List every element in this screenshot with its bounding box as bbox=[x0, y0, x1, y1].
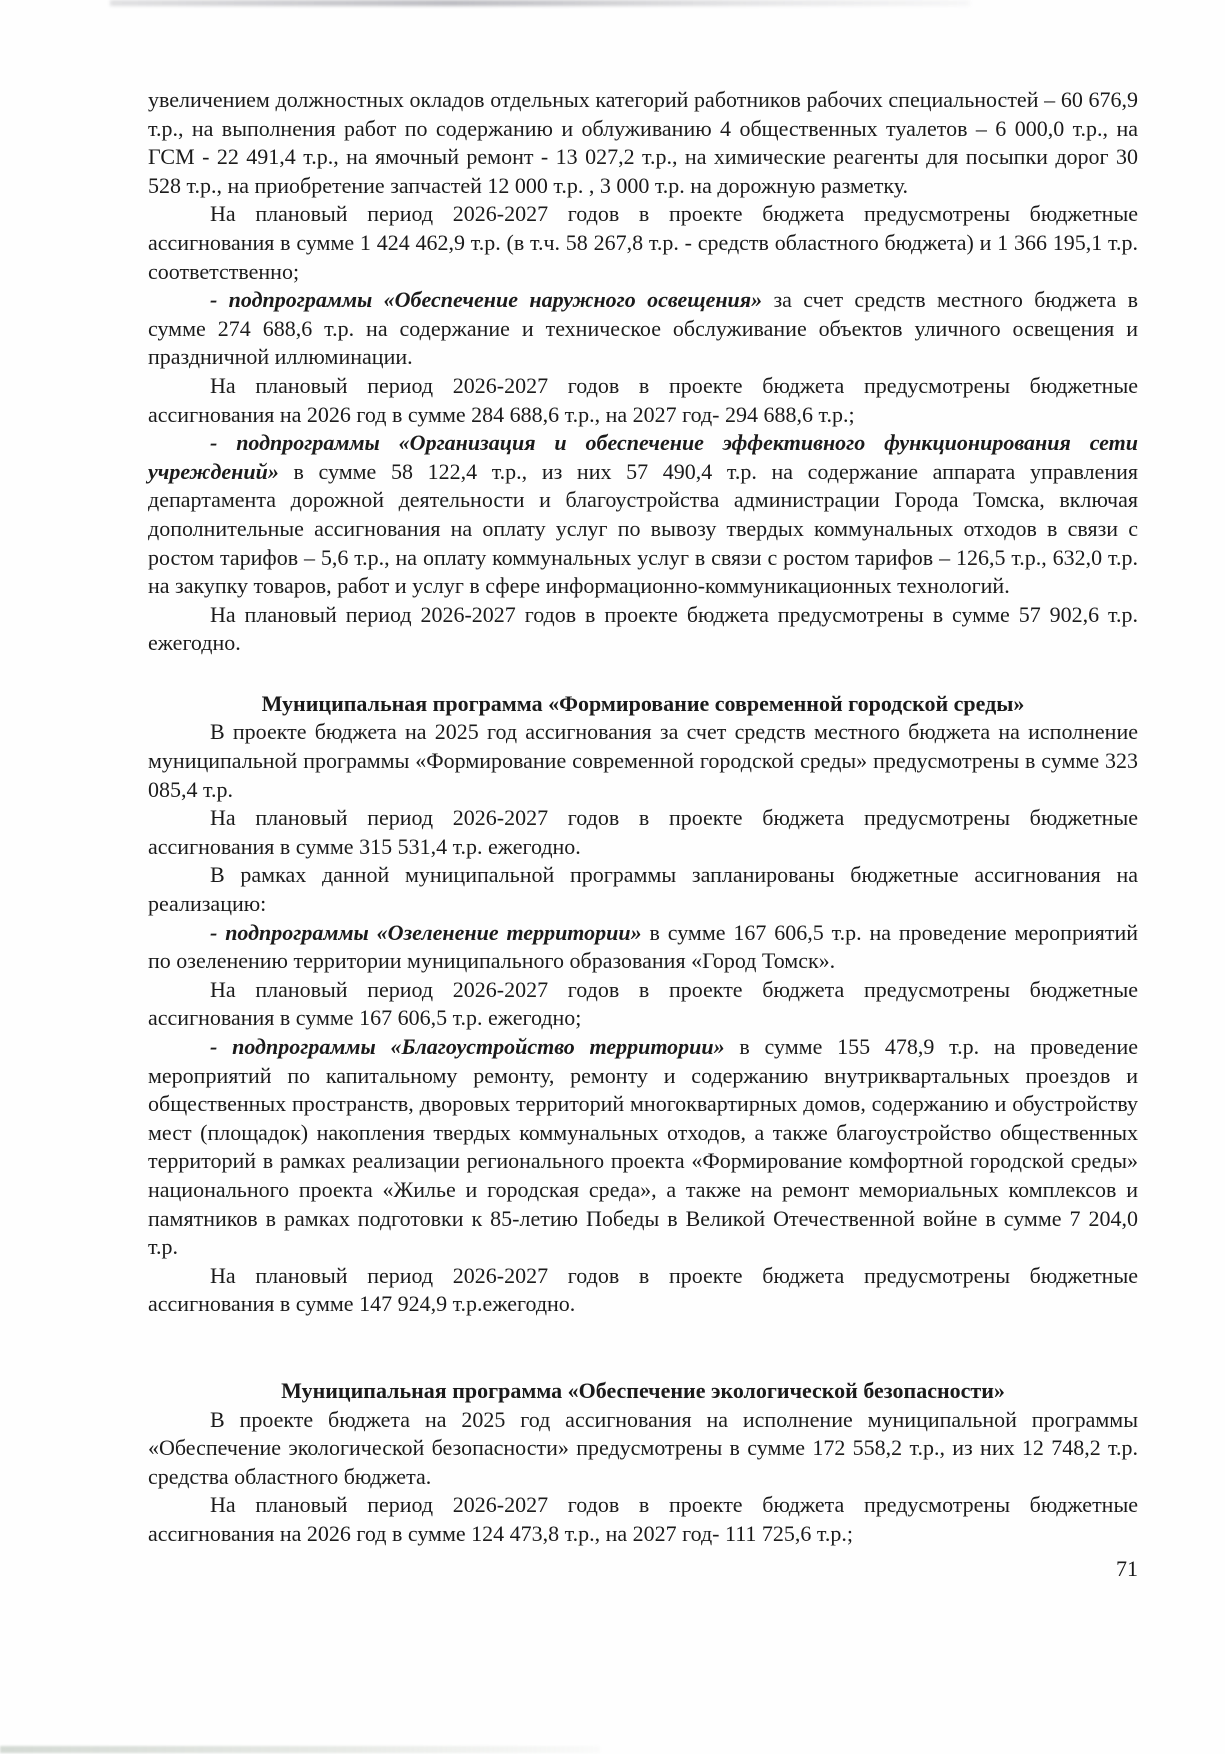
paragraph-planned-period-improvement: На плановый период 2026-2027 годов в проекте бюджета предусмотрены бюджетные ассигнования в сумме 147 924,9 т.р.ежегодно. bbox=[148, 1262, 1138, 1317]
scan-artifact-top bbox=[110, 0, 970, 6]
paragraph-text: в сумме 155 478,9 т.р. на проведение мероприятий по капитальному ремонту, ремонту и содержанию внутриквартальных проездов и общественных пространств, дворовых территорий многоквартирных домов, содержанию и обустройству мест (площадок) накопления твердых коммунальных отходов, а также благоустройство общественных территорий в рамках реализации регионального проекта «Формирование комфортной городской среды» национального проекта «Жилье и городская среда», а также на ремонт мемориальных комплексов и памятников в рамках подготовки к 85-летию Победы в Великой Отечественной войне в сумме 7 204,0 т.р. bbox=[148, 1034, 1138, 1260]
subprogram-title: - подпрограммы «Организация и обеспечение эффективного функционирования сети учреждений» bbox=[148, 430, 1138, 484]
subprogram-paragraph-greening bbox=[148, 919, 1138, 976]
program-heading-ecological-safety: Муниципальная программа «Обеспечение экологической безопасности» bbox=[281, 1377, 1005, 1403]
subprogram-title: - подпрограммы «Обеспечение наружного освещения» bbox=[210, 287, 763, 313]
subprogram-paragraph-network-institutions bbox=[148, 429, 1138, 601]
subprogram-paragraph-improvement bbox=[148, 1033, 1138, 1262]
paragraph-continuation: увеличением должностных окладов отдельных категорий работников рабочих специальностей – 60 676,9 т.р., на выполнения работ по содержанию и облуживанию 4 общественных туалетов – 6 000,0 т.р., на ГСМ - 22 491,4 т.р., на ямочный ремонт - 13 027,2 т.р., на химические реагенты для посыпки дорог 30 528 т.р., на приобретение запчастей 12 000 т.р. , 3 000 т.р. на дорожную разметку. bbox=[148, 87, 1138, 198]
paragraph-budget-2025-ecology: В проекте бюджета на 2025 год ассигнования на исполнение муниципальной программы «Обеспечение экологической безопасности» предусмотрены в сумме 172 558,2 т.р., из них 12 748,2 т.р. средства областного бюджета. bbox=[148, 1406, 1138, 1489]
subprogram-title: - подпрограммы «Озеленение территории» bbox=[210, 919, 642, 945]
paragraph-budget-2025-urban: В проекте бюджета на 2025 год ассигнования за счет средств местного бюджета на исполнение муниципальной программы «Формирование современной городской среды» предусмотрены в сумме 323 085,4 т.р. bbox=[148, 719, 1138, 802]
paragraph-planned-period-greening: На плановый период 2026-2027 годов в проекте бюджета предусмотрены бюджетные ассигнования в сумме 167 606,5 т.р. ежегодно; bbox=[148, 976, 1138, 1031]
page-number: 71 bbox=[1116, 1555, 1138, 1581]
paragraph-text: в сумме 58 122,4 т.р., из них 57 490,4 т.р. на содержание аппарата управления департамента дорожной деятельности и благоустройства администрации Города Томска, включая дополнительные ассигнования на оплату услуг по вывозу твердых коммунальных отходов в связи с ростом тарифов – 5,6 т.р., на оплату коммунальных услуг в связи с ростом тарифов – 126,5 т.р., 632,0 т.р. на закупку товаров, работ и услуг в сфере информационно-коммуникационных технологий. bbox=[148, 458, 1138, 599]
paragraph-text: за счет средств местного бюджета в сумме 274 688,6 т.р. на содержание и техническое обслуживание объектов уличного освещения и праздничной иллюминации. bbox=[148, 287, 1138, 370]
paragraph-planned-period-ecology: На плановый период 2026-2027 годов в проекте бюджета предусмотрены бюджетные ассигнования на 2026 год в сумме 124 473,8 т.р., на 2027 год- 111 725,6 т.р.; bbox=[148, 1492, 1138, 1546]
scan-artifact-bottom bbox=[0, 1746, 600, 1753]
paragraph-planned-period-annual: На плановый период 2026-2027 годов в проекте бюджета предусмотрены в сумме 57 902,6 т.р. ежегодно. bbox=[148, 601, 1138, 656]
paragraph-planned-period-lighting: На плановый период 2026-2027 годов в проекте бюджета предусмотрены бюджетные ассигнования на 2026 год в сумме 284 688,6 т.р., на 2027 год- 294 688,6 т.р.; bbox=[148, 372, 1138, 427]
document-text bbox=[148, 86, 1138, 1583]
program-heading-urban-environment: Муниципальная программа «Формирование современной городской среды» bbox=[261, 690, 1025, 716]
paragraph-planned-period-urban: На плановый период 2026-2027 годов в проекте бюджета предусмотрены бюджетные ассигнования в сумме 315 531,4 т.р. ежегодно. bbox=[148, 805, 1138, 859]
paragraph-text: в сумме 167 606,5 т.р. на проведение мероприятий по озеленению территории муниципального образования «Город Томск». bbox=[148, 919, 1139, 974]
subprogram-title: - подпрограммы «Благоустройство территории» bbox=[210, 1034, 725, 1059]
paragraph-program-allocations-intro: В рамках данной муниципальной программы запланированы бюджетные ассигнования на реализацию: bbox=[148, 862, 1138, 917]
subprogram-paragraph-outdoor-lighting bbox=[148, 286, 1138, 372]
paragraph-planned-period-2026-2027: На плановый период 2026-2027 годов в проекте бюджета предусмотрены бюджетные ассигнования в сумме 1 424 462,9 т.р. (в т.ч. 58 267,8 т.р. - средств областного бюджета) и 1 366 195,1 т.р. соответственно; bbox=[148, 201, 1138, 284]
